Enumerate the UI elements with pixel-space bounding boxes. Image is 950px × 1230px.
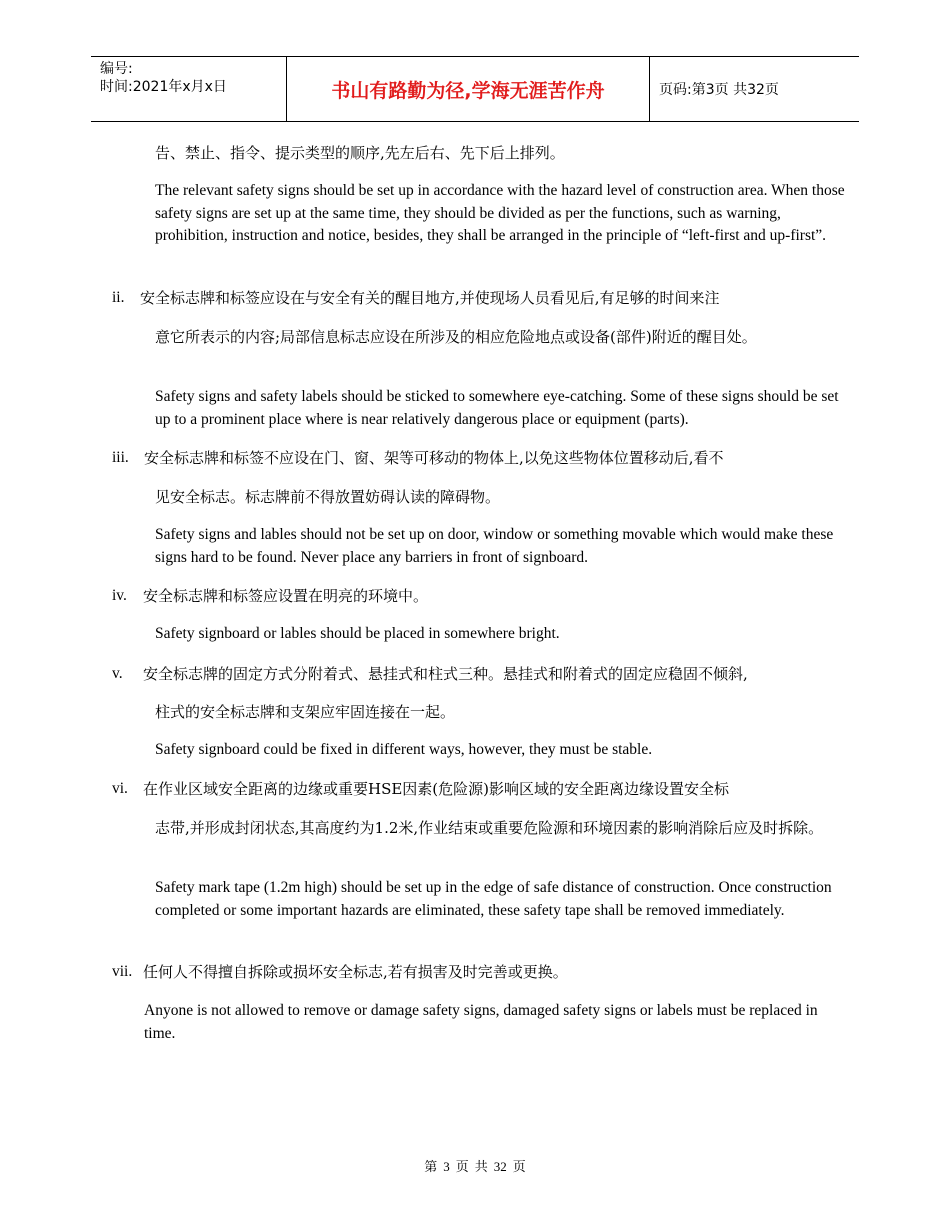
item-zh-first: 安全标志牌的固定方式分附着式、悬挂式和柱式三种。悬挂式和附着式的固定应稳固不倾斜, — [143, 665, 748, 683]
item-en: Safety signboard or lables should be placed in somewhere bright. — [155, 625, 560, 642]
footer-page-number: 3 — [443, 1159, 450, 1174]
item-zh-first: 在作业区域安全距离的边缘或重要HSE因素(危险源)影响区域的安全距离边缘设置安全标 — [143, 780, 730, 798]
item-zh-first: 安全标志牌和标签应设置在明亮的环境中。 — [143, 587, 429, 605]
item-zh-first: 安全标志牌和标签不应设在门、窗、架等可移动的物体上,以免这些物体位置移动后,看不 — [144, 449, 724, 467]
item-number: vi. — [112, 780, 128, 797]
intro-en: The relevant safety signs should be set up in accordance with the hazard level of construction area. When those safety signs are set up at the same time, they should be divided as per the functions, such as warning, prohibition, instruction and notice, besides, they shall be arranged in the principle of “left-first and up-first”. — [155, 182, 845, 244]
header-motto-cell — [287, 57, 650, 121]
footer-di: 第 — [424, 1159, 438, 1174]
page-label: 页码:第3页 共32页 — [659, 82, 779, 98]
item-en: Safety signboard could be fixed in different ways, however, they must be stable. — [155, 741, 653, 758]
header-page-cell — [650, 57, 859, 121]
item-number: vii. — [112, 963, 133, 980]
footer-total-pages: 32 — [493, 1159, 507, 1174]
header-info-cell — [91, 57, 287, 121]
item-zh-cont: 见安全标志。标志牌前不得放置妨碍认读的障碍物。 — [155, 488, 501, 506]
item-number: iv. — [112, 587, 127, 604]
item-en: Safety signs and safety labels should be sticked to somewhere eye-catching. Some of these signs should be set up to a prominent place where is near relatively dangerous place or equipment (parts). — [155, 388, 839, 428]
time-label: 时间:2021年x月x日 — [100, 79, 227, 95]
item-en: Safety signs and lables should not be set up on door, window or something movable which would make these signs hard to be found. Never place any barriers in front of signboard. — [155, 526, 834, 566]
item-en: Anyone is not allowed to remove or damage safety signs, damaged safety signs or labels must be replaced in time. — [144, 1002, 818, 1042]
page-header — [91, 56, 859, 122]
footer-ye: 页 — [455, 1159, 469, 1174]
page-footer — [0, 1156, 950, 1175]
intro-zh: 告、禁止、指令、提示类型的顺序,先左后右、先下后上排列。 — [155, 144, 565, 162]
item-number: ii. — [112, 289, 125, 306]
footer-gong: 共 — [474, 1159, 488, 1174]
item-zh-first: 安全标志牌和标签应设在与安全有关的醒目地方,并使现场人员看见后,有足够的时间来注 — [140, 289, 720, 307]
footer-ye2: 页 — [512, 1159, 526, 1174]
motto-text: 书山有路勤为径,学海无涯苦作舟 — [331, 79, 605, 102]
item-zh-cont: 志带,并形成封闭状态,其高度约为1.2米,作业结束或重要危险源和环境因素的影响消除后应及时拆除。 — [155, 819, 824, 837]
item-number: iii. — [112, 449, 129, 466]
code-label: 编号: — [100, 61, 133, 77]
item-number: v. — [112, 665, 123, 682]
item-zh-first: 任何人不得擅自拆除或损坏安全标志,若有损害及时完善或更换。 — [143, 963, 568, 981]
item-zh-cont: 意它所表示的内容;局部信息标志应设在所涉及的相应危险地点或设备(部件)附近的醒目处。 — [155, 328, 757, 346]
item-zh-cont: 柱式的安全标志牌和支架应牢固连接在一起。 — [155, 703, 456, 721]
item-en: Safety mark tape (1.2m high) should be set up in the edge of safe distance of construction. Once construction completed or some important hazards are eliminated, these safety tape shall be removed immediately. — [155, 879, 832, 919]
